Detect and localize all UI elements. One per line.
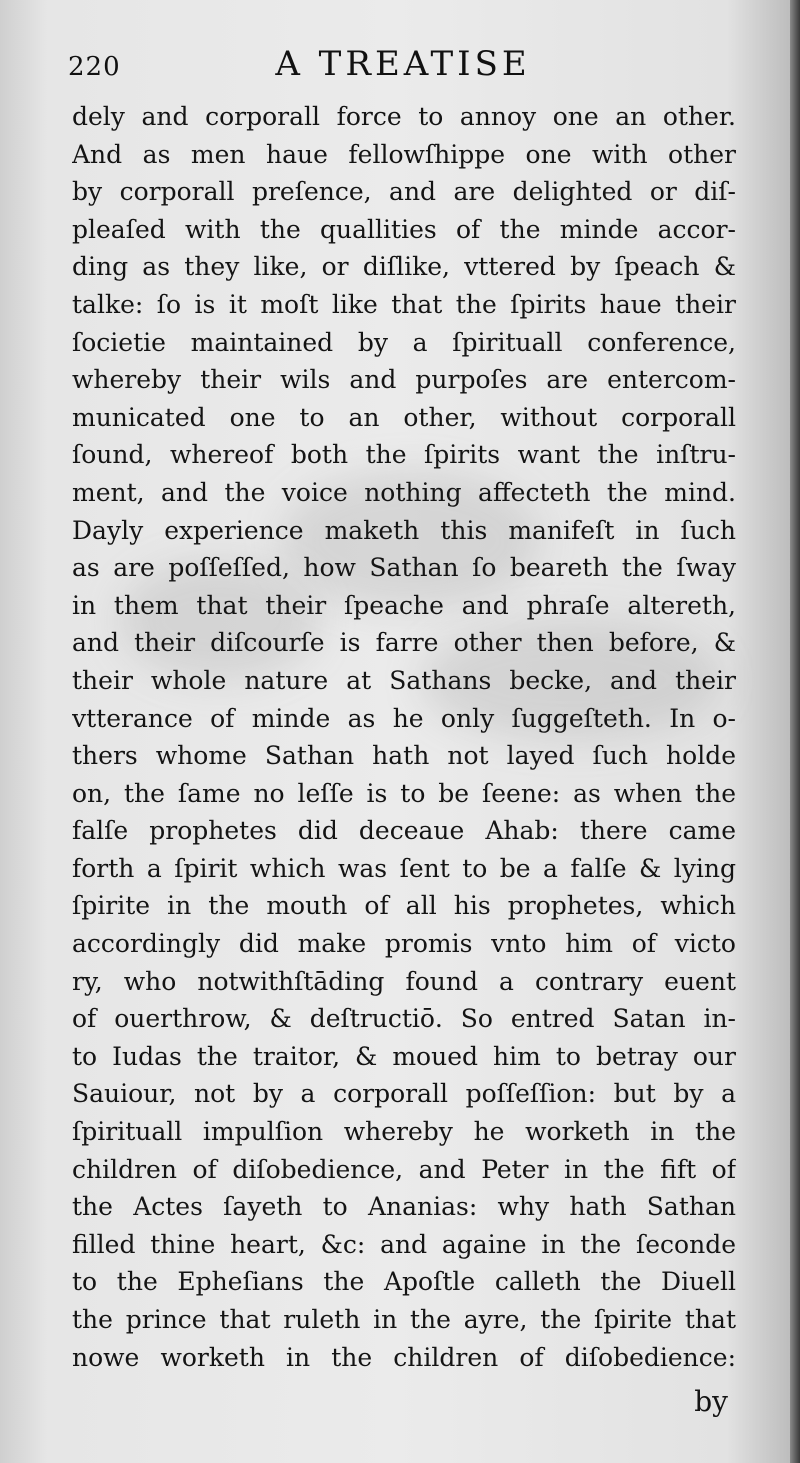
text-line: ſound, whereof both the ſpirits want the inſtru- <box>72 440 736 470</box>
body-text <box>72 98 736 1376</box>
page-header <box>68 40 738 90</box>
text-line: Dayly experience maketh this manifeſt in ſuch <box>72 515 736 545</box>
text-line: the prince that ruleth in the ayre, the ſpirite that <box>72 1305 736 1334</box>
text-line: ſocietie maintained by a ſpirituall conference, <box>72 327 736 357</box>
text-line: children of diſobedience, and Peter in the fift of <box>72 1154 736 1184</box>
text-line: as are poſſeſſed, how Sathan ſo beareth the ſway <box>72 553 736 583</box>
text-line: ſpirituall impulſion whereby he worketh in the <box>72 1117 736 1147</box>
text-line: and their diſcourſe is farre other then before, & <box>72 628 736 658</box>
text-line: their whole nature at Sathans becke, and their <box>72 665 736 695</box>
text-line: And as men haue fellowſhippe one with other <box>72 139 736 169</box>
text-line: pleaſed with the quallities of the minde accor- <box>72 214 736 244</box>
text-line: by corporall preſence, and are delighted or diſ- <box>72 177 736 207</box>
page-number: 220 <box>68 52 121 82</box>
text-line: forth a ſpirit which was ſent to be a falſe & lying <box>72 853 736 883</box>
text-line: dely and corporall force to annoy one an other. <box>72 102 736 131</box>
text-line: municated one to an other, without corporall <box>72 402 736 432</box>
text-line: whereby their wils and purpoſes are entercom- <box>72 365 736 395</box>
text-line: vtterance of minde as he only ſuggeſteth. In o- <box>72 703 736 733</box>
text-line: the Actes ſayeth to Ananias: why hath Sathan <box>72 1192 736 1222</box>
page-edge-shadow <box>790 0 800 1463</box>
text-line: ry, who notwithſtāding found a contrary euent <box>72 966 736 996</box>
text-line: talke: ſo is it moſt like that the ſpirits haue their <box>72 289 736 319</box>
running-title: A TREATISE <box>275 44 531 84</box>
text-line: falſe prophetes did deceaue Ahab: there came <box>72 816 736 846</box>
text-line: to Iudas the traitor, & moued him to betray our <box>72 1041 736 1071</box>
text-line: of ouerthrow, & deſtructiō. So entred Satan in- <box>72 1004 736 1034</box>
text-line: accordingly did make promis vnto him of victo <box>72 929 736 959</box>
text-line: ſpirite in the mouth of all his prophetes, which <box>72 891 736 921</box>
text-line: on, the ſame no leſſe is to be ſeene: as when the <box>72 778 736 808</box>
text-line: thers whome Sathan hath not layed ſuch holde <box>72 741 736 771</box>
catchword: by <box>694 1385 728 1418</box>
text-line: to the Epheſians the Apoſtle calleth the Diuell <box>72 1267 736 1297</box>
text-line: ding as they like, or diſlike, vttered by ſpeach & <box>72 252 736 282</box>
text-line: in them that their ſpeache and phraſe altereth, <box>72 590 736 620</box>
text-line: filled thine heart, &c: and againe in the ſeconde <box>72 1229 736 1259</box>
text-line: Sauiour, not by a corporall poſſeſſion: but by a <box>72 1079 736 1109</box>
text-line: ment, and the voice nothing affecteth the mind. <box>72 477 736 507</box>
text-line: nowe worketh in the children of diſobedience: <box>72 1342 736 1372</box>
